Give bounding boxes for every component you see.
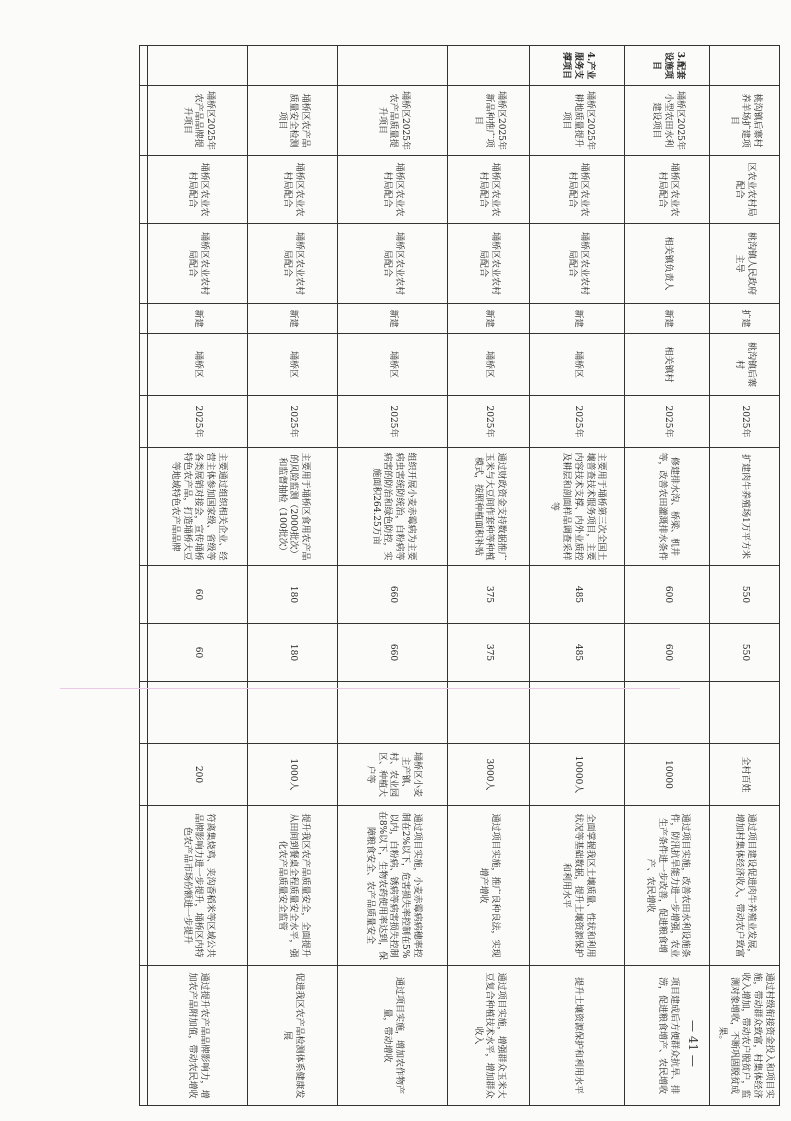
category-cell xyxy=(248,46,338,86)
table-cell: 埇桥区 xyxy=(248,334,338,396)
table-cell: 3000人 xyxy=(448,744,530,806)
table-cell: 埇桥区农业农村局配合 xyxy=(530,156,625,224)
table-cell: 埇桥区 xyxy=(448,334,530,396)
table-cell: 埇桥区2025年小型农田水利建设项目 xyxy=(625,86,710,156)
table-cell: 10000 xyxy=(625,744,710,806)
table-cell xyxy=(140,224,148,304)
table-cell: 埇桥区农业农村局配合 xyxy=(148,224,248,304)
table-cell: 10000人 xyxy=(530,744,625,806)
category-cell xyxy=(140,46,148,86)
table-cell: 60 xyxy=(148,566,248,624)
table-cell: 200 xyxy=(148,744,248,806)
table-cell: 通过项目实施，改善农田水利设施条件，防汛抗旱能力进一步增强，农业生产条件进一步改善，促进粮食增产、农民增收 xyxy=(625,806,710,966)
table-body xyxy=(140,46,780,1106)
table-cell: 主要用于埇桥区食用农产品的风险监测（2000批次）和监督抽检（100批次） xyxy=(248,448,338,566)
table-cell: 桃沟镇后寨村养羊场扩建项目 xyxy=(710,86,780,156)
table-cell: 2025年 xyxy=(248,396,338,448)
table-cell: 新建 xyxy=(148,304,248,334)
table-cell xyxy=(338,682,448,744)
table-cell xyxy=(140,624,148,682)
table-cell: 485 xyxy=(530,566,625,624)
table-cell: 180 xyxy=(248,566,338,624)
table-cell: 埇桥区2025年农产品质量提升项目 xyxy=(338,86,448,156)
table-cell: 埇桥区 xyxy=(338,334,448,396)
table-cell: 埇桥区农业农村局配合 xyxy=(448,224,530,304)
table-cell: 375 xyxy=(448,566,530,624)
table-cell: 新建 xyxy=(625,304,710,334)
table-cell: 项目建成后方便群众抗旱、排涝，促进粮食增产、农民增收 xyxy=(625,966,710,1106)
table-cell xyxy=(710,682,780,744)
table-cell: 相关镇负责人 xyxy=(625,224,710,304)
table-cell: 提升我区农产品质量安全，全面提升从田间到餐桌全程质量安全水平，强化农产品质量安全监管 xyxy=(248,806,338,966)
category-cell xyxy=(710,46,780,86)
category-cell: 3.配套设施项目 xyxy=(625,46,710,86)
table-cell: 60 xyxy=(148,624,248,682)
table-cell: 埇桥区2025年耕地质量提升项目 xyxy=(530,86,625,156)
table-cell xyxy=(448,682,530,744)
table-cell: 550 xyxy=(710,624,780,682)
table-cell: 埇桥区农产品质量安全检测项目 xyxy=(248,86,338,156)
table-cell: 全村百姓 xyxy=(710,744,780,806)
table-cell: 通过提升农产品品牌影响力，增加农产品附加值，带动农民增收 xyxy=(148,966,248,1106)
table-cell xyxy=(140,334,148,396)
table-cell: 提升土壤资源保护和利用水平 xyxy=(530,966,625,1106)
table-cell xyxy=(140,448,148,566)
table-cell: 485 xyxy=(530,624,625,682)
table-cell: 2025年 xyxy=(338,396,448,448)
table-cell: 埇桥区 xyxy=(530,334,625,396)
table-cell xyxy=(625,682,710,744)
table-cell: 埇桥区2025年农产品品牌提升项目 xyxy=(148,86,248,156)
table-cell: 550 xyxy=(710,566,780,624)
table-cell xyxy=(248,682,338,744)
table-cell: 组织开展小麦赤霉病为主要病虫害统防统治，白粉病等病害的防治和绿色防控，实施面积264.25万亩 xyxy=(338,448,448,566)
table-cell: 2025年 xyxy=(710,396,780,448)
table-cell xyxy=(148,682,248,744)
table-cell: 180 xyxy=(248,624,338,682)
category-cell xyxy=(148,46,248,86)
table-cell: 主要用于埇桥第三次全国土壤普查技术服务项目，主要内容技术支撑、内外业质控及耕层和剖面样品调查采样等 xyxy=(530,448,625,566)
table-cell: 扩建肉牛养殖场1万平方米 xyxy=(710,448,780,566)
table-cell: 埇桥区农业农村局配合 xyxy=(448,156,530,224)
table-cell: 2025年 xyxy=(148,396,248,448)
table-cell: 1000人 xyxy=(248,744,338,806)
table-cell: 埇桥区农业农村局配合 xyxy=(338,156,448,224)
table-cell: 通过财政资金支持数据推广玉米与大豆间作套种等种植模式，按照种植面积补贴 xyxy=(448,448,530,566)
table-cell: 符离集烧鸡、夹沟香稻米等区域公共品牌影响力进一步提升，埇桥区内特色农产品市场份额进一步提升 xyxy=(148,806,248,966)
table-cell: 新建 xyxy=(338,304,448,334)
table-cell: 新建 xyxy=(448,304,530,334)
table-cell: 扩建 xyxy=(710,304,780,334)
table-cell: 通过项目实施，增强群众玉米大豆复合种植技术水平，增加群众收入 xyxy=(448,966,530,1106)
table-cell: 埇桥区 xyxy=(148,334,248,396)
table-cell: 埇桥区农业农村局配合 xyxy=(338,224,448,304)
table-cell: 600 xyxy=(625,566,710,624)
table-cell xyxy=(140,744,148,806)
table-cell: 修建排水沟、桥梁、机井等，改善农田灌溉排水条件 xyxy=(625,448,710,566)
table-cell: 660 xyxy=(338,566,448,624)
table-cell: 通过项目实施，小麦赤霉病病穗率控制在2%以下，危害损失率控制在5%以内，白粉病、锈病等病害损失控制在8%以下，生物农药使用率达到，保障粮食安全、农产品质量安全 xyxy=(338,806,448,966)
table-cell: 区农业农村局配合 xyxy=(710,156,780,224)
table-cell: 2025年 xyxy=(625,396,710,448)
table-cell: 相关镇村 xyxy=(625,334,710,396)
table-cell xyxy=(140,966,148,1106)
table-cell: 埇桥区农业农村局配合 xyxy=(248,224,338,304)
table-cell: 埇桥区小麦主产镇、村、农业园区、种植大户等 xyxy=(338,744,448,806)
table-cell: 桃沟镇后寨村 xyxy=(710,334,780,396)
table-row xyxy=(625,46,710,1106)
table-cell xyxy=(140,806,148,966)
project-table xyxy=(139,45,780,1106)
category-cell xyxy=(448,46,530,86)
table-row xyxy=(530,46,625,1106)
table-row xyxy=(148,46,248,1106)
table-cell: 660 xyxy=(338,624,448,682)
table-cell xyxy=(140,156,148,224)
table-cell xyxy=(140,86,148,156)
table-cell: 375 xyxy=(448,624,530,682)
page-number: — 41 — xyxy=(686,1020,700,1067)
rotated-document xyxy=(140,45,780,1105)
table-cell xyxy=(530,682,625,744)
table-cell xyxy=(140,304,148,334)
category-cell: 4.产业服务支撑项目 xyxy=(530,46,625,86)
table-cell: 新建 xyxy=(530,304,625,334)
table-cell: 促进我区农产品检测体系健康发展 xyxy=(248,966,338,1106)
table-cell xyxy=(140,566,148,624)
category-cell xyxy=(338,46,448,86)
table-cell: 新建 xyxy=(248,304,338,334)
table-cell: 通过项目实施，推广良种良法，实现增产增收 xyxy=(448,806,530,966)
table-cell: 2025年 xyxy=(530,396,625,448)
table-row xyxy=(248,46,338,1106)
table-cell: 埇桥区农业农村局配合 xyxy=(248,156,338,224)
table-cell: 桃沟镇人民政府主导 xyxy=(710,224,780,304)
table-cell: 埇桥区2025年新品种推广项目 xyxy=(448,86,530,156)
table-cell: 埇桥区农业农村局配合 xyxy=(625,156,710,224)
table-cell: 通过村级衔接资金投入和项目实施，带动群众致富，村集体经济收入增加，带动农户脱贫户，监测对象增收，不断巩固脱贫成果。 xyxy=(710,966,780,1106)
table-cell: 2025年 xyxy=(448,396,530,448)
table-cell: 通过项目建设促进肉牛养殖业发展，增加村集体经济收入，带动农户致富 xyxy=(710,806,780,966)
table-row xyxy=(710,46,780,1106)
table-cell: 600 xyxy=(625,624,710,682)
table-row xyxy=(338,46,448,1106)
table-cell xyxy=(140,682,148,744)
table-cell: 通过项目实施，增加农作物产量，带动增收 xyxy=(338,966,448,1106)
table-cell xyxy=(140,396,148,448)
table-row xyxy=(140,46,148,1106)
scan-line xyxy=(60,688,680,689)
table-cell: 埇桥区农业农村局配合 xyxy=(530,224,625,304)
table-cell: 主要通过组织相关企业、经营主体参加国家级、省级等各类展销对接会，宣传埇桥特色农产品，打造埇桥大豆等地域特色农产品品牌 xyxy=(148,448,248,566)
table-row xyxy=(448,46,530,1106)
table-cell: 埇桥区农业农村局配合 xyxy=(148,156,248,224)
table-cell: 全面掌握我区土壤质量、性状和利用状况等基础数据，提升土壤资源保护和利用水平 xyxy=(530,806,625,966)
